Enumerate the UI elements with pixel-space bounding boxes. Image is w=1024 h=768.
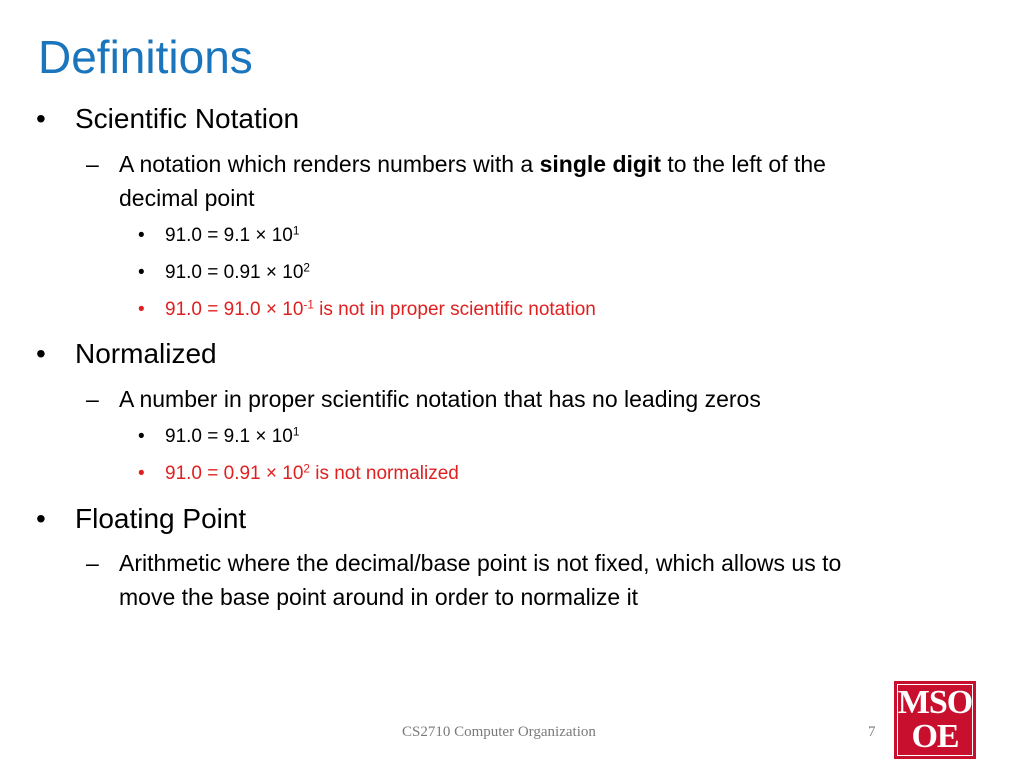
- footer-course: CS2710 Computer Organization: [402, 724, 596, 740]
- bullet-marker: •: [138, 463, 145, 484]
- bullet-marker: •: [138, 426, 145, 447]
- page-number: 7: [868, 724, 876, 740]
- definition-emphasis: single digit: [539, 151, 662, 177]
- example-exponent: 2: [303, 261, 310, 275]
- heading-floating-point: Floating Point: [75, 503, 247, 534]
- definition-scientific-notation: [86, 147, 826, 181]
- example-text: 91.0 = 91.0 × 10: [165, 299, 304, 320]
- bullet-marker: •: [138, 225, 145, 246]
- example-exponent: 1: [292, 224, 300, 238]
- definition-text: A number in proper scientific notation that has no leading zeros: [119, 386, 761, 412]
- bullet-marker: •: [138, 262, 145, 283]
- bullet-floating-point: [36, 501, 247, 537]
- bullet-marker: •: [138, 299, 145, 320]
- bullet-marker: •: [36, 103, 46, 134]
- msoe-logo: [894, 681, 976, 759]
- definition-text: to the left of the: [661, 151, 826, 177]
- heading-normalized: Normalized: [75, 338, 217, 369]
- example-exponent: 2: [303, 462, 310, 476]
- definition-continuation: move the base point around in order to normalize it: [119, 584, 639, 610]
- bullet-marker: •: [36, 338, 46, 369]
- bullet-normalized: [36, 336, 217, 372]
- definition-floating-point: [86, 546, 842, 580]
- definition-continuation: decimal point: [119, 185, 255, 211]
- slide-title: Definitions: [38, 31, 253, 83]
- definition-text: A notation which renders numbers with a: [119, 151, 540, 177]
- example-text: 91.0 = 9.1 × 10: [165, 426, 293, 447]
- example-exponent: 1: [292, 425, 300, 439]
- example-exponent: -1: [303, 298, 314, 312]
- dash-marker: –: [86, 151, 99, 177]
- example-text: 91.0 = 0.91 × 10: [165, 463, 304, 484]
- dash-marker: –: [86, 386, 99, 412]
- bullet-marker: •: [36, 503, 46, 534]
- dash-marker: –: [86, 550, 99, 576]
- logo-text-top: MSO: [897, 684, 973, 721]
- example-text: 91.0 = 0.91 × 10: [165, 262, 304, 283]
- logo-text-bottom: OE: [911, 718, 959, 755]
- bullet-scientific-notation: [36, 101, 300, 137]
- example-text: 91.0 = 9.1 × 10: [165, 225, 293, 246]
- heading-scientific-notation: Scientific Notation: [75, 103, 300, 134]
- definition-text: Arithmetic where the decimal/base point is not fixed, which allows us to: [119, 550, 842, 576]
- example-note: is not normalized: [309, 463, 459, 484]
- definition-normalized: [86, 382, 761, 416]
- example-note: is not in proper scientific notation: [313, 299, 596, 320]
